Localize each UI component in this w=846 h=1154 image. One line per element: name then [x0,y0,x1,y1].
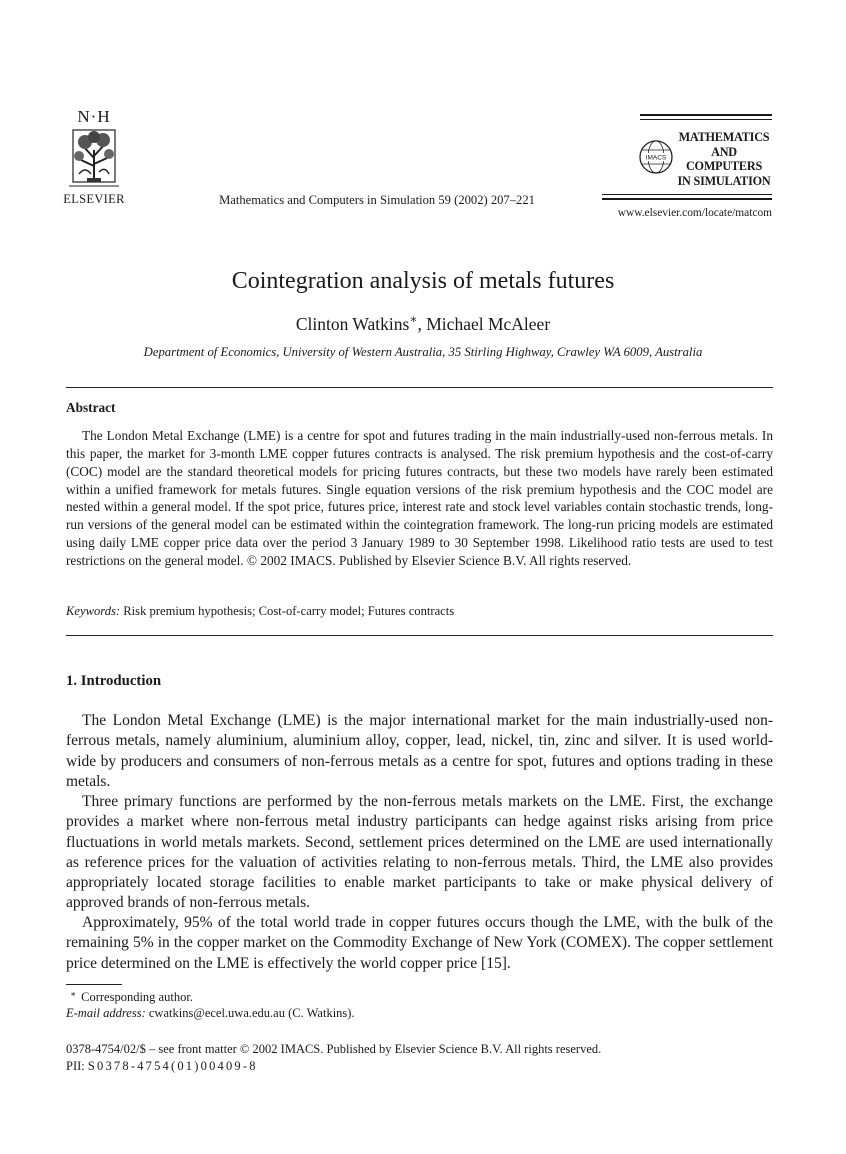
email-label: E-mail address: [66,1006,146,1020]
journal-title [674,130,774,188]
body-paragraph: The London Metal Exchange (LME) is the major international market for the main industrially-used non-ferrous metals, namely aluminium, aluminium alloy, copper, lead, nickel, tin, zinc and silver. It is used world-wide by producers and consumers of non-ferrous metals as a centre for spot, futures and options trading in these metals. [66,712,773,790]
author-name: , Michael McAleer [417,313,551,334]
email-address: cwatkins@ecel.uwa.edu.au (C. Watkins). [148,1006,355,1020]
journal-citation: Mathematics and Computers in Simulation 59 (2002) 207–221 [219,193,535,207]
journal-title-line: MATHEMATICS [678,130,770,144]
pii-line [66,1059,258,1074]
section-heading: 1. Introduction [66,673,162,689]
keywords [66,604,454,619]
keywords-list: Risk premium hypothesis; Cost-of-carry model; Futures contracts [123,604,455,618]
abstract-heading: Abstract [66,400,116,415]
pii-label: PII: [66,1059,85,1073]
body-paragraph: Approximately, 95% of the total world trade in copper futures occurs though the LME, with the bulk of the remaining 5% in the copper market on the Commodity Exchange of New York (COMEX). The copper settlement price determined on the LME is effectively the world copper price [15]. [66,914,773,972]
author-list [0,312,846,335]
journal-title-line: AND [711,144,737,159]
pii-code: S0378-4754(01)00409-8 [87,1059,258,1073]
footnote-text: Corresponding author. [81,990,193,1004]
article-title: Cointegration analysis of metals futures [231,268,615,294]
journal-url: www.elsevier.com/locate/matcom [617,207,772,219]
front-matter-line: 0378-4754/02/$ – see front matter © 2002 IMACS. Published by Elsevier Science B.V. All rights reserved. [66,1042,602,1056]
publisher-name: ELSEVIER [63,192,125,206]
imacs-logo-text: IMACS [645,154,667,162]
abstract-text: The London Metal Exchange (LME) is a centre for spot and futures trading in the main industrially-used non-ferrous metals. In this paper, the market for 3-month LME copper futures contracts is analysed. The risk premium hypothesis and the cost-of-carry (COC) model are the standard theoretical models for pricing futures contracts, but these two models have rarely been estimated within a unified framework for metals futures. Single equation versions of the risk premium hypothesis and the COC model are nested within a general model. If the spot price, futures price, interest rate and stock level variables contain stochastic trends, long-run versions of the general model can be estimated within the cointegration framework. The long-run pricing models are estimated using daily LME copper price data over the period 3 January 1989 to 30 September 1998. Likelihood ratio tests are used to test restrictions on the general model. © 2002 IMACS. Published by Elsevier Science B.V. All rights reserved. [66,428,773,568]
north-holland-mark: N·H [77,107,111,126]
footnote-divider [66,984,122,985]
journal-title-line: IN SIMULATION [677,173,771,188]
footnote-email [66,1006,355,1021]
divider [66,387,773,388]
logo-rule [640,119,772,120]
journal-title-line: COMPUTERS [685,159,763,173]
elsevier-tree-icon [65,128,123,190]
logo-rule [602,194,772,195]
author-name: Clinton Watkins [295,313,410,334]
logo-rule [640,114,772,116]
corresponding-author-mark: ∗ [409,312,418,326]
author-affiliation: Department of Economics, University of Western Australia, 35 Stirling Highway, Crawley WA 6009, Australia [143,345,703,359]
keywords-label: Keywords: [66,604,121,618]
footnote-mark: ∗ [70,989,77,999]
body-paragraph: Three primary functions are performed by the non-ferrous metals markets on the LME. First, the exchange provides a market where non-ferrous metal industry participants can hedge against risks arising from price fluctuations in world metals markets. Second, settlement prices determined on the LME are used internationally as reference prices for the valuation of activities relating to non-ferrous metals. Third, the LME also provides appropriately located storage facilities to enable market participants to take or make physical delivery of approved brands of non-ferrous metals. [66,793,773,912]
footnote-corresponding [66,989,193,1005]
imacs-globe-icon [638,139,674,175]
divider [66,635,773,636]
logo-rule [602,198,772,200]
